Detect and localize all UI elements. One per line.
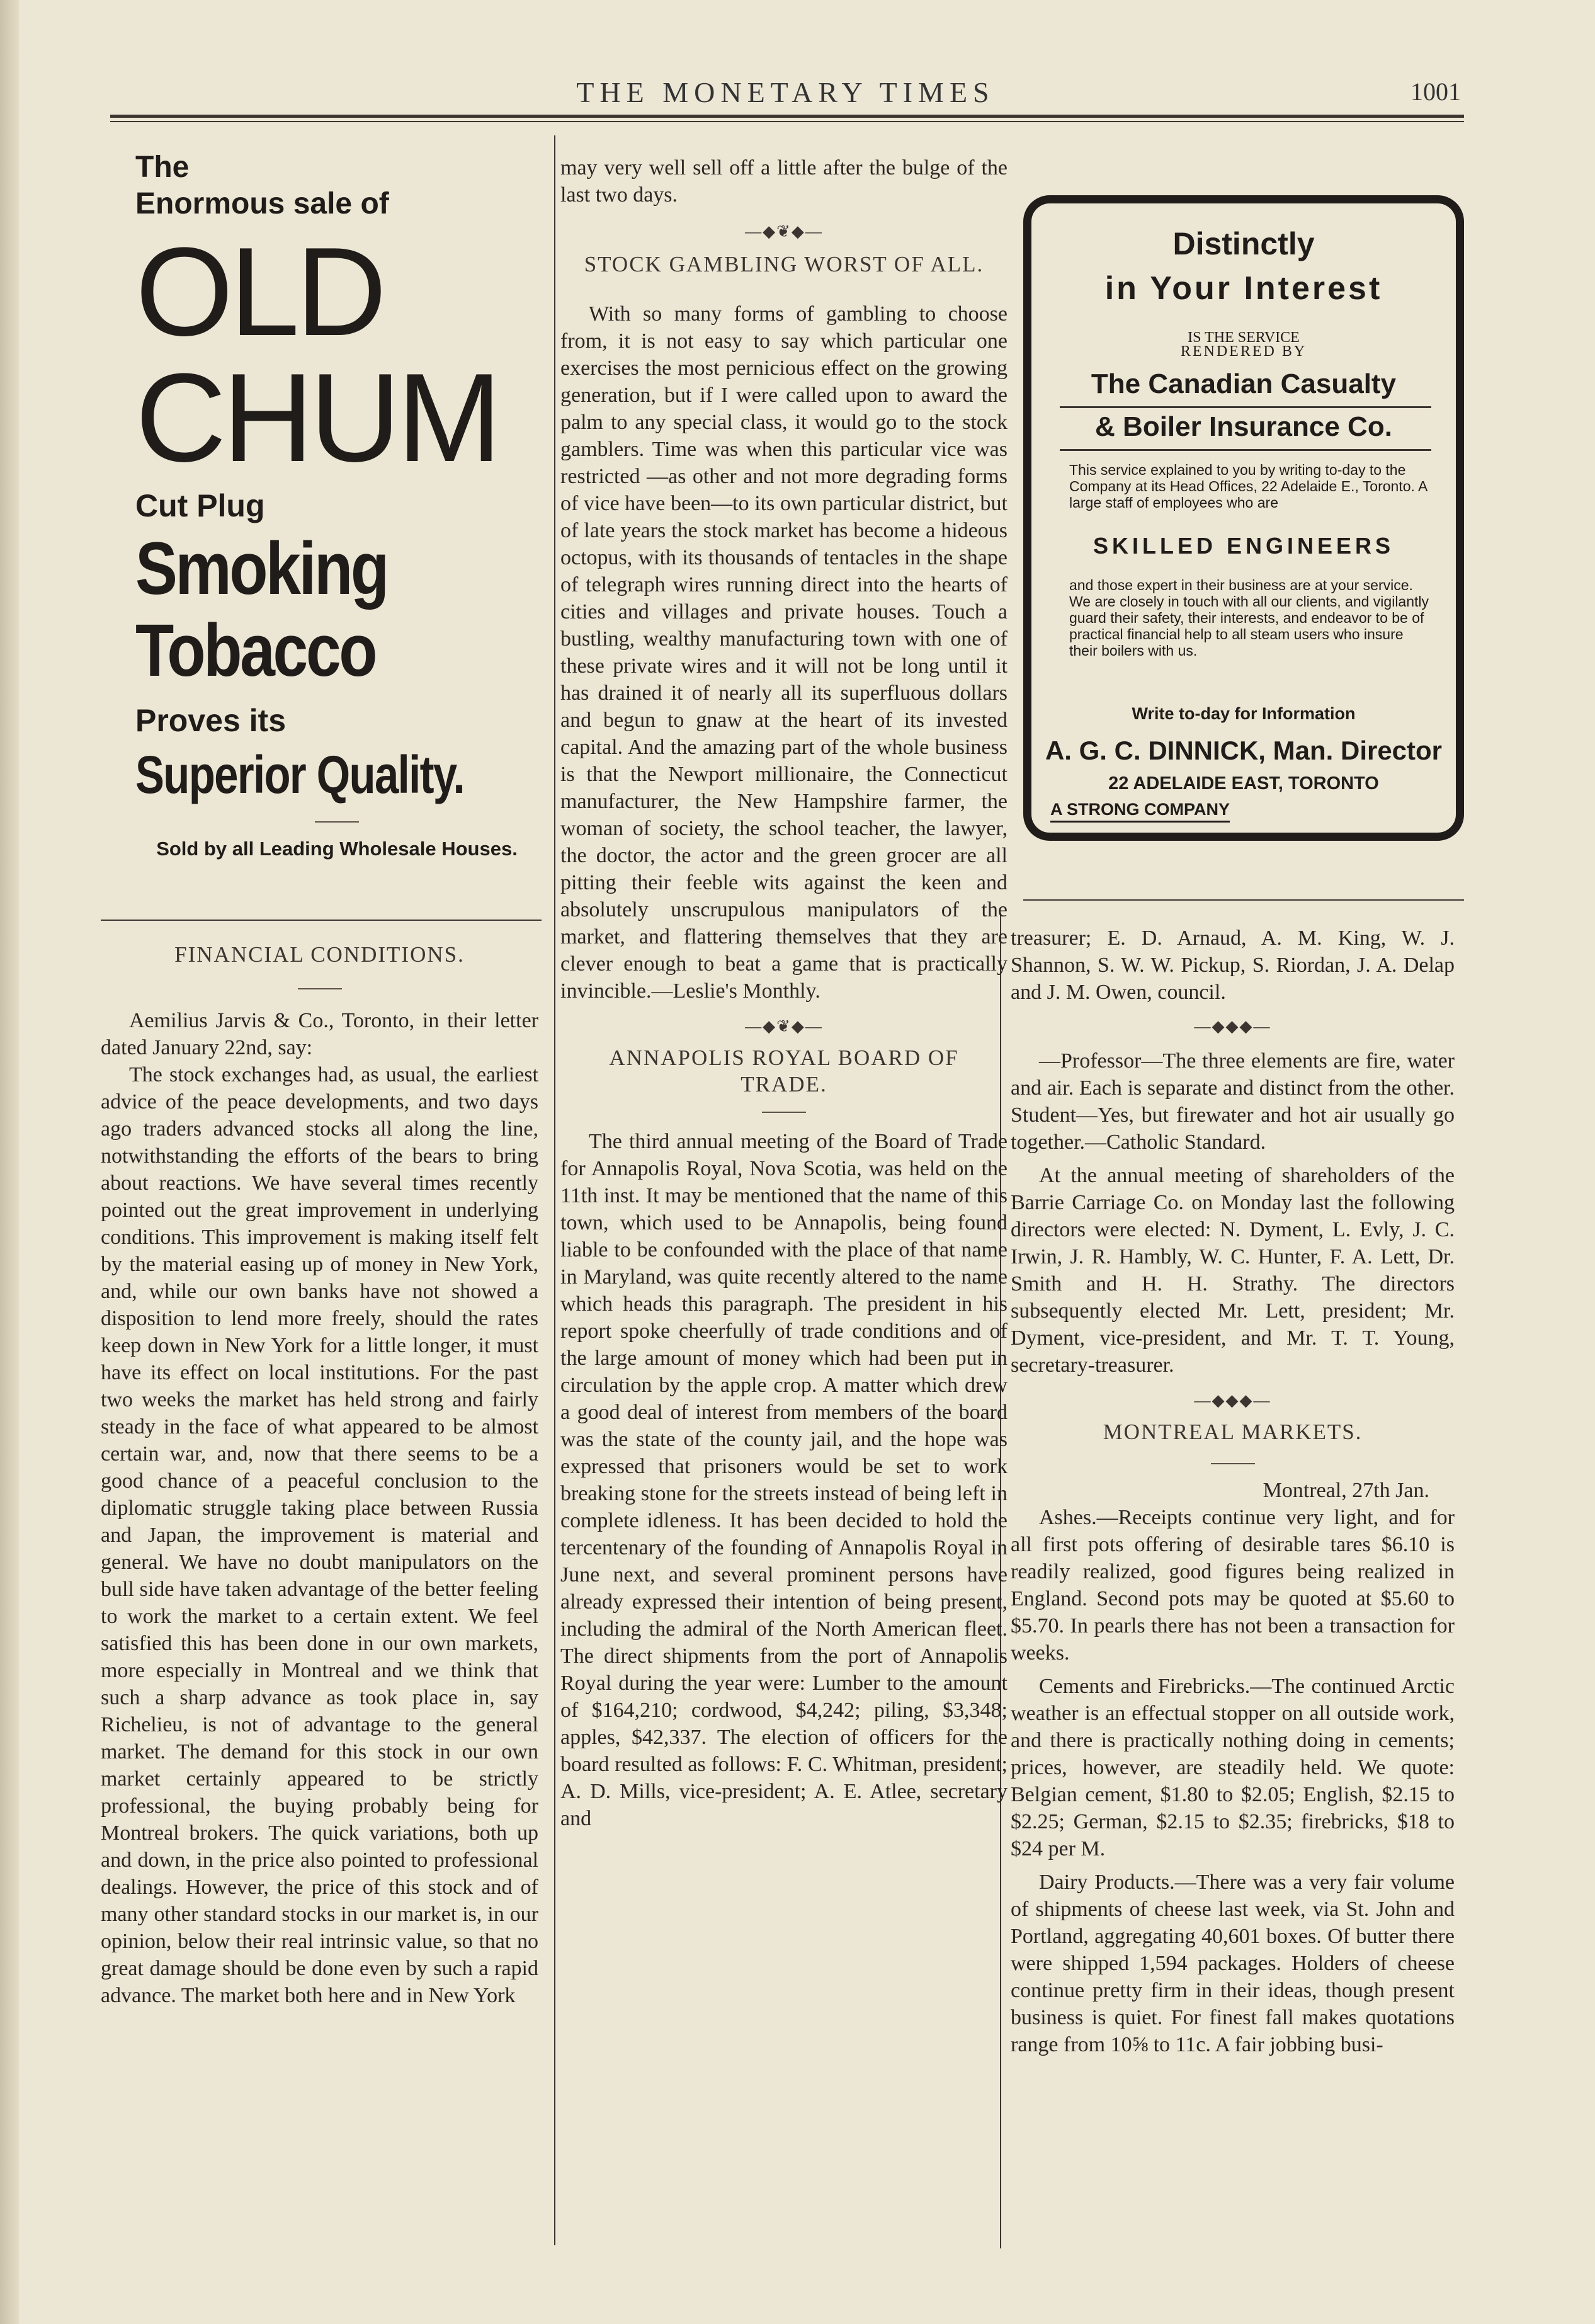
paragraph: Dairy Products.—There was a very fair volume of shipments of cheese last week, via St. John and Portland, aggregating 40,601 boxes. Of butter there were shipped 1,594 packages. Holders of cheese continue pretty firm in their ideas, though present business is quiet. For finest fall makes quotations range from 10⅝ to 11c. A fair jobbing busi- xyxy=(1011,1871,1455,2056)
ad-line-proves: Proves its xyxy=(135,703,287,738)
ad-director: A. G. C. DINNICK, Man. Director xyxy=(1045,736,1443,765)
ad-company-underline-1 xyxy=(1060,406,1431,408)
ad-line-superior: Superior Quality. xyxy=(135,745,464,804)
paragraph: —Professor—The three elements are fire, water and air. Each is separate and distinct from the other. Student—Yes, but firewater and hot air usually go together.—Catholic Standard. xyxy=(1011,1049,1455,1154)
ad-heading-2: in Your Interest xyxy=(1104,270,1383,307)
paragraph: At the annual meeting of shareholders of the Barrie Carriage Co. on Monday last the following directors were elected: N. Dyment, L. Evly, J. C. Irwin, J. R. Hambly, W. C. Hunter, F. A. Lett, Dr. Smith and H. H. Strathy. The directors subsequently elected Mr. Lett, president; Mr. Dyment, vice-president, and Mr. T. T. Young, secretary-treasurer. xyxy=(1011,1164,1455,1377)
ad-strong-company: A STRONG COMPANY xyxy=(1050,800,1230,823)
ad-divider xyxy=(315,821,359,823)
paragraph: With so many forms of gambling to choose from, it is not easy to say which particular one exercises the most pernicious effect on the growing generation, but if I were called upon to award the palm to any special class, it would go to the stock gamblers. Time was when this particular vice was restricted —as other and not more degrading forms of vice have been—to its own particular district, but of late years the stock market has become a hideous octopus, with its thousands of tentacles in the shape of telegraph wires running direct into the hearts of cities and villages and private houses. Touch a bustling, wealthy manufacturing town with one of these private wires and it will not be long until it has drained it of nearly all its superfluous dollars and begun to gnaw at the heart of its invested capital. And the amazing part of the whole business is that the Newport millionaire, the Connecticut manufacturer, the New Hampshire farmer, the woman of society, the school teacher, the lawyer, the doctor, the actor and the green grocer are all pitting their feeble wits against the keen and absolutely unscrupulous manipulators of the market, and flattering themselves that they are clever enough to beat a game that is practically invincible.—Leslie's Monthly. xyxy=(560,302,1008,1003)
ad-heading-1: Distinctly xyxy=(1172,226,1315,261)
section-title: FINANCIAL CONDITIONS. xyxy=(174,942,465,967)
dateline: Montreal, 27th Jan. xyxy=(1263,1479,1429,1502)
ad-footer: Sold by all Leading Wholesale Houses. xyxy=(156,838,518,860)
section-title: STOCK GAMBLING WORST OF ALL. xyxy=(584,252,984,276)
page-edge xyxy=(0,0,19,2324)
ornament: —◆❦◆— xyxy=(745,1017,823,1035)
paragraph: The third annual meeting of the Board of Trade for Annapolis Royal, Nova Scotia, was held on the 11th inst. It may be mentioned that the name of this town, which used to be Annapolis, being found liable to be confounded with the place of that name in Maryland, was quite recently altered to the name which heads this paragraph. The president in his report spoke cheerfully of trade conditions and of the large amount of money which had been put in circulation by the apple crop. A matter which drew a good deal of interest from members of the board was the state of the county jail, and the hope was expressed that prisoners would be set to work breaking stone for the streets instead of being left in complete idleness. It has been decided to hold the tercentenary of the founding of Annapolis Royal in June next, and several prominent persons have already expressed their intention of being present, including the admiral of the North American fleet. The direct shipments from the port of Annapolis Royal during the year were: Lumber to the amount of $164,210; cordwood, $4,242; piling, $3,348; apples, $42,337. The election of officers for the board resulted as follows: F. C. Whitman, president; A. D. Mills, vice-president; A. E. Atlee, secretary and xyxy=(560,1130,1008,1830)
ad-line-the: The xyxy=(135,151,190,184)
paragraph: Aemilius Jarvis & Co., Toronto, in their letter dated January 22nd, say: xyxy=(101,1009,538,1059)
old-chum-advertisement xyxy=(135,145,538,888)
ad-company-1: The Canadian Casualty xyxy=(1091,368,1397,399)
paragraph: Ashes.—Receipts continue very light, and for all first pots offering of desirable tares $6.10 is readily realized, good figures being realized in England. Second pots may be quoted at $5.60 to $5.70. In pearls there has not been a transaction for weeks. xyxy=(1011,1506,1455,1665)
column-3 xyxy=(1011,925,1455,2058)
ad-company-underline-2 xyxy=(1060,449,1431,451)
ad-rendered-line: RENDERED BY xyxy=(1180,343,1307,360)
ad-body-1: This service explained to you by writing to-day to the Company at its Head Offices, 22 Adelaide E., Toronto. A large staff of employees who are xyxy=(1069,462,1428,511)
section-divider xyxy=(298,988,342,989)
spacer xyxy=(560,278,1008,300)
ad-engineers: SKILLED ENGINEERS xyxy=(1093,533,1395,559)
ornament: —◆◆◆— xyxy=(1194,1017,1271,1035)
ad-bottom-rule xyxy=(101,920,542,921)
column-divider-1 xyxy=(554,135,555,2245)
financial-conditions-section xyxy=(101,942,538,2009)
ornament: —◆◆◆— xyxy=(1194,1391,1271,1410)
column-2 xyxy=(560,154,1008,1832)
ad-line-tobacco: Tobacco xyxy=(135,609,376,692)
ad-brand-chum: CHUM xyxy=(135,348,498,488)
ad-line-smoking: Smoking xyxy=(135,527,387,610)
page-header xyxy=(110,74,1461,118)
section-divider xyxy=(1211,1463,1255,1464)
ad2-bottom-rule xyxy=(1023,899,1464,901)
ad-service-line: IS THE SERVICE xyxy=(1188,329,1300,346)
paragraph: The stock exchanges had, as usual, the earliest advice of the peace developments, and two days ago traders advanced stocks all along the line, notwithstanding the efforts of the bears to bring about reactions. We have several times recently pointed out the great improvement in underlying conditions. This improvement is making itself felt by the material easing up of money in New York, and, while our own banks have not showed a disposition to lend more freely, should the rates keep down in New York for a little longer, it must have its effect on local institutions. For the past two weeks the market has held strong and fairly steady in the face of what appeared to be almost certain war, and, now that there seems to be a good chance of a peaceful conclusion to the diplomatic struggle taking place between Russia and Japan, the improvement is material and general. We have no doubt manipulators on the bull side have taken advantage of the better feeling to work the market to a certain extent. We feel satisfied this has been done in our own markets, more especially in Montreal and we think that such a sharp advance as took place in, say Richelieu, is not of advantage to the general market. The demand for this stock in our own market certainly appeared to be strictly professional, the buying probably being for Montreal brokers. The quick variations, both up and down, in the price also pointed to professional dealings. However, the price of this stock and of many other standard stocks in our market is, in our opinion, below their real intrinsic value, so that no great damage should be done even by such a rapid advance. The market both here and in New York xyxy=(101,1063,538,2007)
page-number: 1001 xyxy=(1411,77,1461,106)
paragraph: Cements and Firebricks.—The continued Arctic weather is an effectual stopper on all outside work, and there is practically nothing doing in cements; prices, however, are steadily held. We quote: Belgian cement, $1.80 to $2.05; English, $2.15 to $2.25; German, $2.15 to $2.35; firebricks, $18 to $24 per M. xyxy=(1011,1675,1455,1860)
continuation-text: may very well sell off a little after the bulge of the last two days. xyxy=(560,156,1008,207)
journal-title: THE MONETARY TIMES xyxy=(576,76,995,108)
ad-body-2: and those expert in their business are at your service. We are closely in touch with all our clients, and vigilantly guard their safety, their interests, and endeavor to be of practical financial help to all steam users who insure their boilers with us. xyxy=(1069,577,1429,659)
header-rule-bottom xyxy=(110,121,1464,122)
ad-address: 22 ADELAIDE EAST, TORONTO xyxy=(1108,773,1379,794)
section-title: MONTREAL MARKETS. xyxy=(1103,1420,1363,1444)
canadian-casualty-advertisement xyxy=(1023,195,1464,841)
ad-line-cut-plug: Cut Plug xyxy=(135,488,265,523)
ad-company-2: & Boiler Insurance Co. xyxy=(1095,411,1392,442)
ad-line-enormous: Enormous sale of xyxy=(135,187,389,220)
header-rule-top xyxy=(110,115,1464,118)
section-divider xyxy=(762,1112,806,1113)
continuation-text: treasurer; E. D. Arnaud, A. M. King, W. J. Shannon, S. W. W. Pickup, S. Riordan, J. A. Delap and J. M. Owen, council. xyxy=(1011,926,1455,1004)
section-title: ANNAPOLIS ROYAL BOARD OF TRADE. xyxy=(609,1045,959,1096)
ad-write-line: Write to-day for Information xyxy=(1132,704,1356,723)
ad-brand-old: OLD xyxy=(135,222,383,362)
ornament: —◆❦◆— xyxy=(745,222,823,241)
